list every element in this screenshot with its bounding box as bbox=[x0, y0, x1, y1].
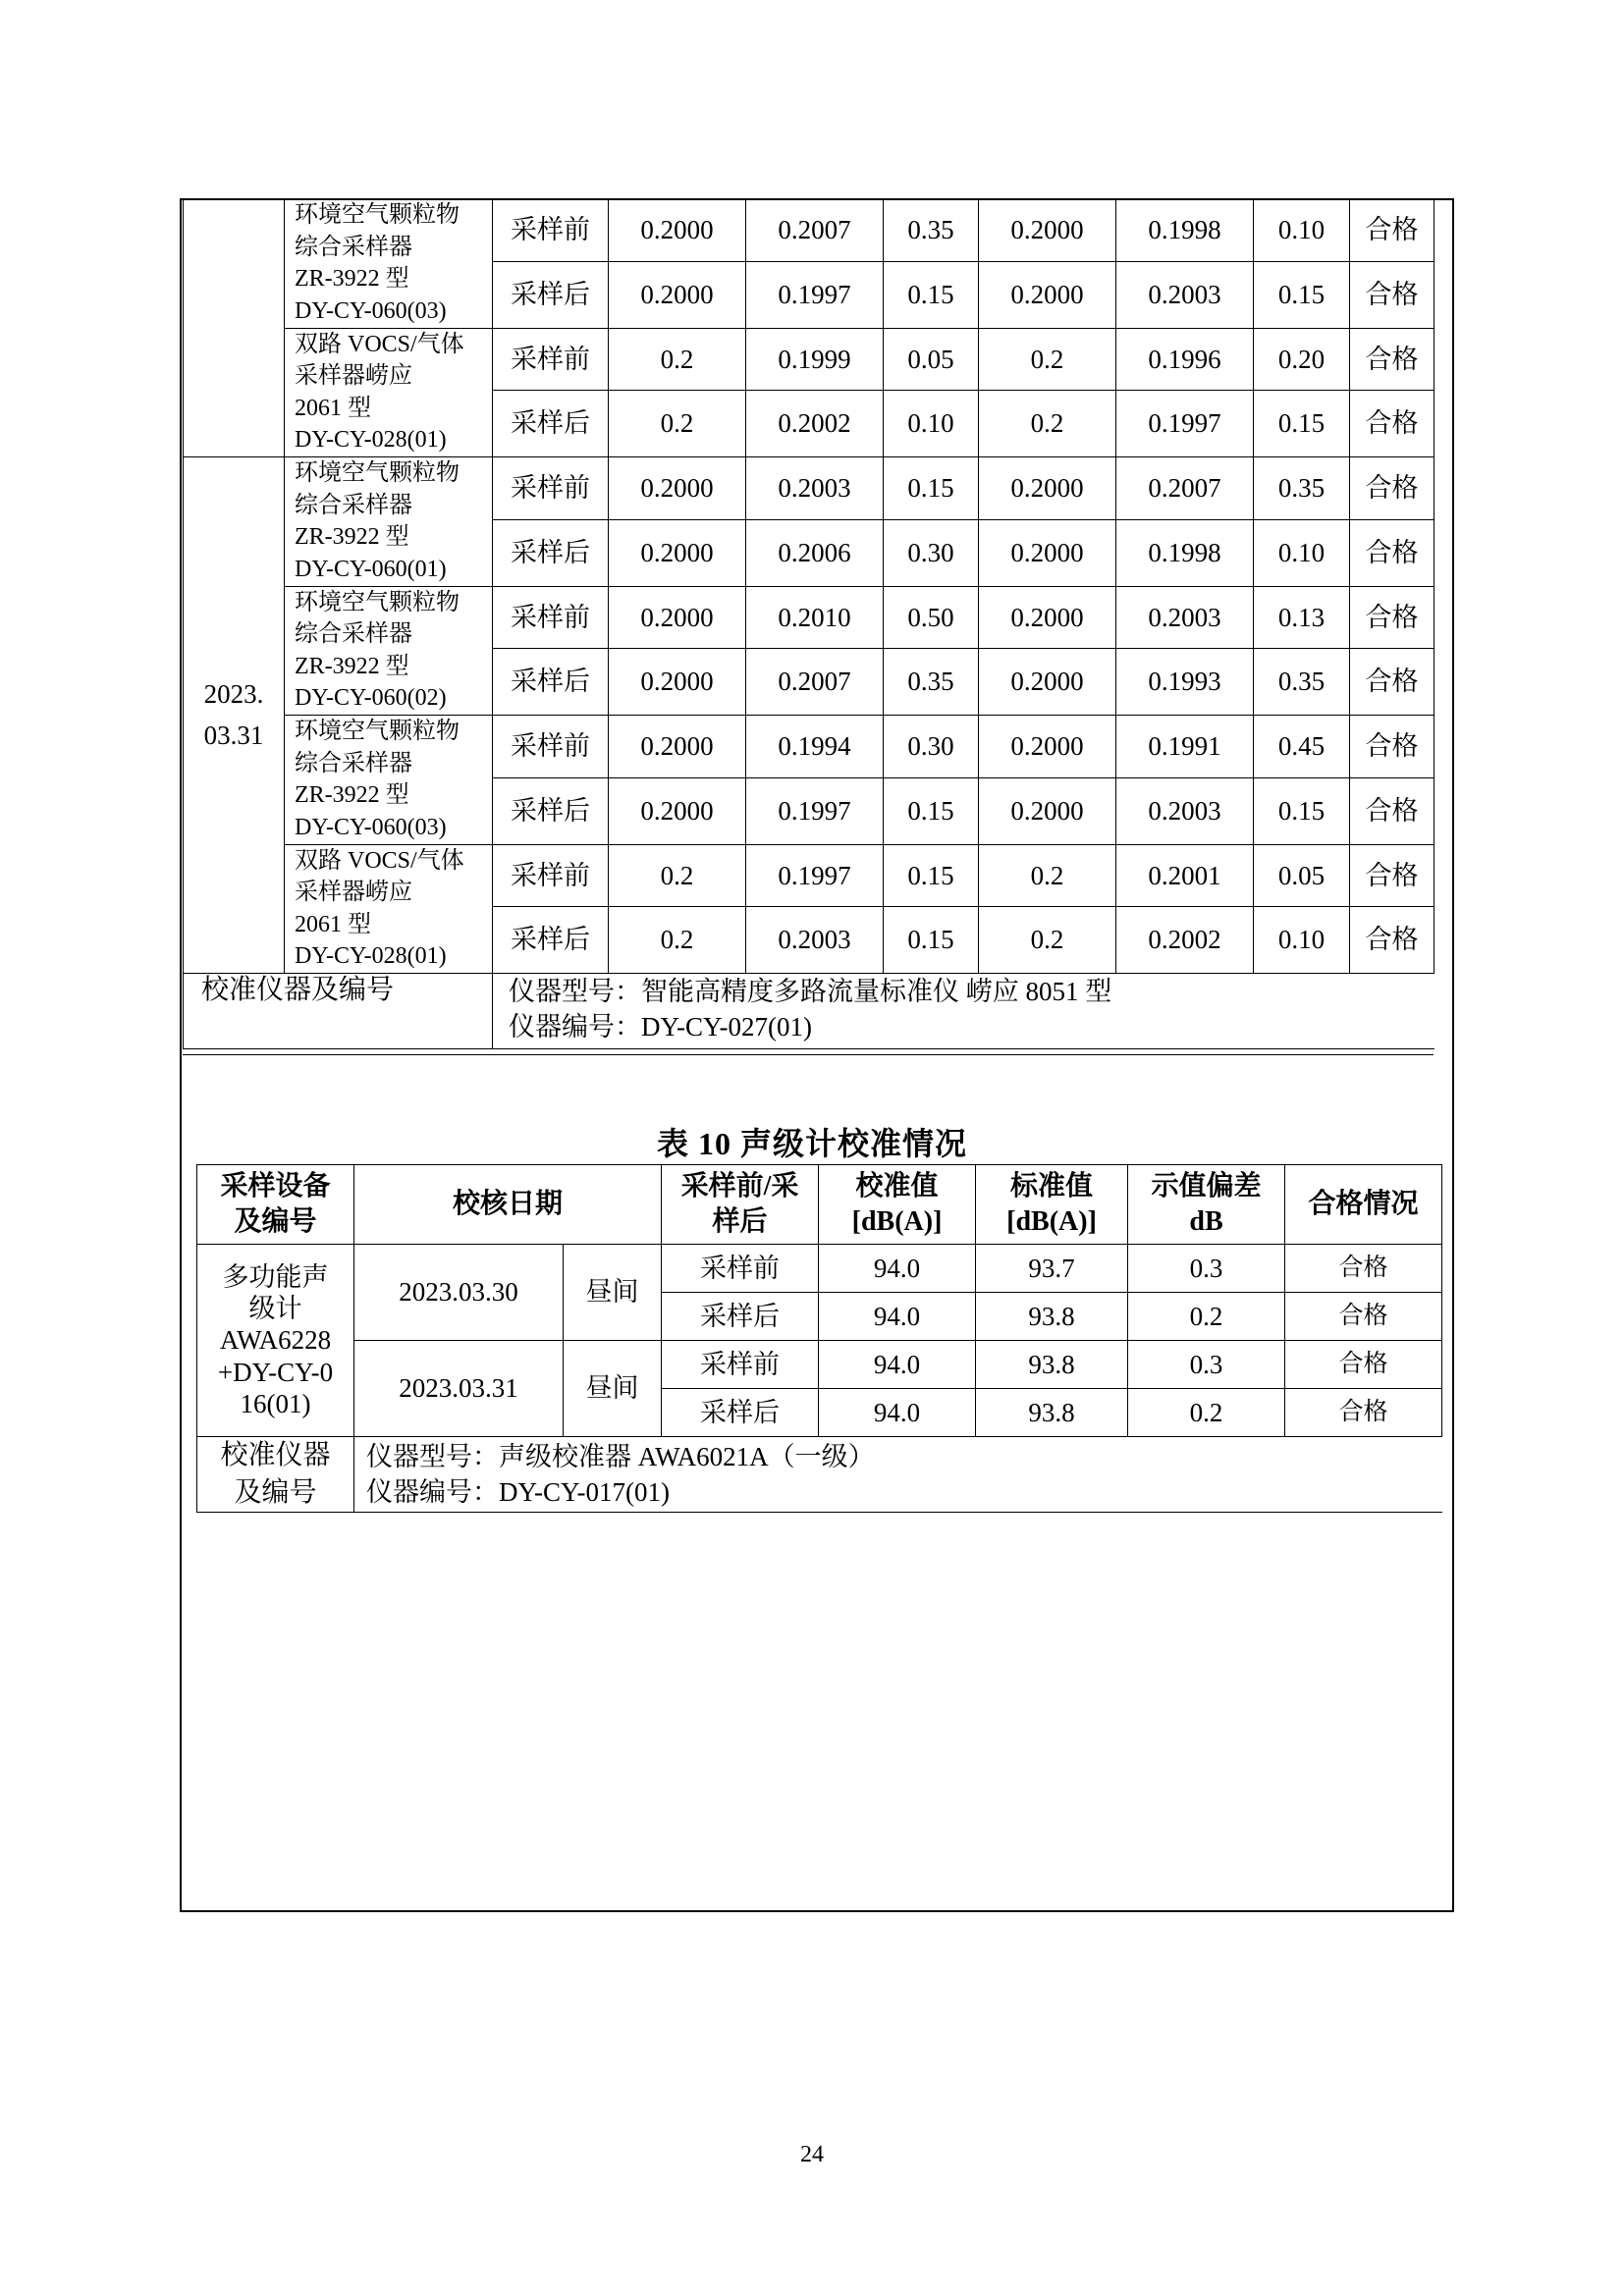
value-cell: 0.2000 bbox=[979, 716, 1116, 778]
footer-info bbox=[354, 1437, 1442, 1513]
pass-cell: 合格 bbox=[1350, 199, 1435, 262]
cell-line: +DY-CY-0 bbox=[217, 1357, 334, 1387]
phase-cell: 采样后 bbox=[493, 391, 609, 457]
pass-cell: 合格 bbox=[1285, 1341, 1442, 1389]
phase-cell: 采样后 bbox=[493, 777, 609, 844]
value-cell: 0.15 bbox=[1254, 777, 1350, 844]
table-row bbox=[184, 199, 1435, 262]
value-cell: 0.3 bbox=[1128, 1245, 1285, 1293]
instrument-cell bbox=[285, 199, 493, 329]
phase-cell: 采样前 bbox=[662, 1245, 819, 1293]
value-cell: 94.0 bbox=[819, 1389, 976, 1437]
value-cell: 0.2 bbox=[609, 391, 746, 457]
instrument-cell bbox=[285, 328, 493, 457]
value-cell: 0.2000 bbox=[979, 777, 1116, 844]
value-cell: 0.15 bbox=[1254, 391, 1350, 457]
cell-line: DY-CY-060(03) bbox=[295, 297, 447, 324]
value-cell: 0.2 bbox=[609, 844, 746, 907]
value-cell: 94.0 bbox=[819, 1341, 976, 1389]
value-cell: 0.2 bbox=[979, 328, 1116, 391]
instrument-cell bbox=[285, 844, 493, 974]
value-cell: 0.15 bbox=[884, 777, 979, 844]
cell-line: 示值偏差 bbox=[1151, 1170, 1262, 1201]
value-cell: 0.1998 bbox=[1116, 199, 1254, 262]
sound-level-calibration-table bbox=[196, 1164, 1442, 1513]
value-cell: 94.0 bbox=[819, 1293, 976, 1341]
value-cell: 0.2001 bbox=[1116, 844, 1254, 907]
value-cell: 0.50 bbox=[884, 586, 979, 649]
cell-line: DY-CY-060(03) bbox=[295, 814, 447, 840]
phase-cell: 采样前 bbox=[493, 586, 609, 649]
value-cell: 0.35 bbox=[884, 199, 979, 262]
cell-line: ZR-3922 型 bbox=[295, 266, 409, 293]
value-cell: 0.2002 bbox=[746, 391, 884, 457]
value-cell: 0.1997 bbox=[746, 844, 884, 907]
table-row bbox=[197, 1341, 1442, 1389]
period-cell: 昼间 bbox=[564, 1245, 662, 1341]
flow-calibration-table bbox=[183, 198, 1435, 1049]
instrument-cell bbox=[285, 457, 493, 587]
cell-line: 综合采样器 bbox=[295, 492, 412, 518]
cell-line: 及编号 bbox=[234, 1206, 317, 1237]
value-cell: 0.2007 bbox=[746, 649, 884, 716]
value-cell: 0.1997 bbox=[746, 777, 884, 844]
header-deviation bbox=[1128, 1165, 1285, 1245]
value-cell: 0.2003 bbox=[1116, 586, 1254, 649]
value-cell: 0.2000 bbox=[979, 261, 1116, 328]
pass-cell: 合格 bbox=[1350, 844, 1435, 907]
footer-info bbox=[493, 974, 1435, 1049]
phase-cell: 采样后 bbox=[493, 907, 609, 974]
value-cell: 0.2 bbox=[1128, 1293, 1285, 1341]
value-cell: 0.35 bbox=[884, 649, 979, 716]
cell-line: 样后 bbox=[712, 1206, 768, 1237]
value-cell: 0.10 bbox=[884, 391, 979, 457]
instrument-id: 仪器编号：DY-CY-027(01) bbox=[509, 1012, 812, 1042]
cell-line: 双路 VOCS/气体 bbox=[295, 331, 464, 357]
cell-line: 环境空气颗粒物 bbox=[295, 460, 460, 486]
value-cell: 0.1994 bbox=[746, 716, 884, 778]
value-cell: 0.10 bbox=[1254, 907, 1350, 974]
value-cell: 0.2003 bbox=[746, 907, 884, 974]
pass-cell: 合格 bbox=[1350, 777, 1435, 844]
date-cell bbox=[184, 457, 285, 974]
cell-line: 环境空气颗粒物 bbox=[295, 202, 460, 228]
pass-cell: 合格 bbox=[1350, 328, 1435, 391]
header-equipment bbox=[197, 1165, 354, 1245]
value-cell: 0.10 bbox=[1254, 519, 1350, 586]
cell-line: 2023. bbox=[203, 678, 264, 709]
cell-line: DY-CY-060(02) bbox=[295, 685, 447, 712]
cell-line: DY-CY-028(01) bbox=[295, 427, 447, 454]
pass-cell: 合格 bbox=[1350, 261, 1435, 328]
value-cell: 0.3 bbox=[1128, 1341, 1285, 1389]
value-cell: 0.30 bbox=[884, 519, 979, 586]
cell-line: 级计 bbox=[248, 1293, 302, 1323]
pass-cell: 合格 bbox=[1350, 586, 1435, 649]
equipment-cell bbox=[197, 1245, 354, 1437]
table-row bbox=[197, 1245, 1442, 1293]
value-cell: 0.2006 bbox=[746, 519, 884, 586]
cell-line: 采样前/采 bbox=[680, 1170, 799, 1201]
table-row bbox=[184, 457, 1435, 520]
header-row bbox=[197, 1165, 1442, 1245]
cell-line: 综合采样器 bbox=[295, 621, 412, 648]
value-cell: 0.15 bbox=[884, 907, 979, 974]
value-cell: 0.2000 bbox=[609, 716, 746, 778]
value-cell: 0.13 bbox=[1254, 586, 1350, 649]
value-cell: 0.05 bbox=[1254, 844, 1350, 907]
instrument-model: 仪器型号：智能高精度多路流量标准仪 崂应 8051 型 bbox=[509, 977, 1112, 1006]
phase-cell: 采样前 bbox=[493, 199, 609, 262]
table-divider bbox=[183, 1054, 1434, 1055]
cell-line: 03.31 bbox=[203, 720, 264, 750]
value-cell: 0.15 bbox=[1254, 261, 1350, 328]
cell-line: 综合采样器 bbox=[295, 750, 412, 776]
pass-cell: 合格 bbox=[1350, 649, 1435, 716]
value-cell: 0.15 bbox=[884, 457, 979, 520]
value-cell: 0.05 bbox=[884, 328, 979, 391]
value-cell: 0.20 bbox=[1254, 328, 1350, 391]
pass-cell: 合格 bbox=[1350, 907, 1435, 974]
value-cell: 0.1998 bbox=[1116, 519, 1254, 586]
phase-cell: 采样前 bbox=[493, 328, 609, 391]
table-row bbox=[184, 844, 1435, 907]
cell-line: DY-CY-060(01) bbox=[295, 556, 447, 582]
value-cell: 0.2000 bbox=[979, 586, 1116, 649]
cell-line: 校准仪器 bbox=[220, 1440, 331, 1471]
value-cell: 0.30 bbox=[884, 716, 979, 778]
value-cell: 0.2 bbox=[979, 844, 1116, 907]
value-cell: 0.2000 bbox=[609, 457, 746, 520]
pass-cell: 合格 bbox=[1285, 1389, 1442, 1437]
cell-line: 环境空气颗粒物 bbox=[295, 589, 460, 615]
cell-line: 及编号 bbox=[234, 1477, 317, 1508]
date-cell bbox=[184, 199, 285, 457]
table-row bbox=[184, 716, 1435, 778]
value-cell: 0.2000 bbox=[979, 457, 1116, 520]
phase-cell: 采样前 bbox=[493, 457, 609, 520]
value-cell: 0.2000 bbox=[979, 519, 1116, 586]
footer-row bbox=[184, 974, 1435, 1049]
phase-cell: 采样后 bbox=[493, 649, 609, 716]
cell-line: 标准值 bbox=[1010, 1170, 1094, 1201]
instrument-id: 仪器编号：DY-CY-017(01) bbox=[366, 1477, 670, 1507]
cell-line: 校准值 bbox=[855, 1170, 939, 1201]
value-cell: 93.8 bbox=[976, 1341, 1128, 1389]
cell-line: 综合采样器 bbox=[295, 234, 412, 260]
cell-line: dB bbox=[1189, 1206, 1223, 1237]
value-cell: 0.2007 bbox=[1116, 457, 1254, 520]
table-row bbox=[184, 328, 1435, 391]
value-cell: 0.2003 bbox=[746, 457, 884, 520]
pass-cell: 合格 bbox=[1350, 391, 1435, 457]
instrument-cell bbox=[285, 716, 493, 845]
value-cell: 0.2000 bbox=[609, 199, 746, 262]
value-cell: 0.2003 bbox=[1116, 261, 1254, 328]
value-cell: 0.2000 bbox=[979, 199, 1116, 262]
value-cell: 93.7 bbox=[976, 1245, 1128, 1293]
value-cell: 0.10 bbox=[1254, 199, 1350, 262]
pass-cell: 合格 bbox=[1350, 457, 1435, 520]
value-cell: 0.2000 bbox=[609, 261, 746, 328]
date-cell: 2023.03.31 bbox=[354, 1341, 564, 1437]
footer-row bbox=[197, 1437, 1442, 1513]
cell-line: 采样器崂应 bbox=[295, 880, 412, 906]
header-pass: 合格情况 bbox=[1285, 1165, 1442, 1245]
value-cell: 93.8 bbox=[976, 1389, 1128, 1437]
value-cell: 0.35 bbox=[1254, 457, 1350, 520]
cell-line: ZR-3922 型 bbox=[295, 653, 409, 679]
period-cell: 昼间 bbox=[564, 1341, 662, 1437]
cell-line: 环境空气颗粒物 bbox=[295, 719, 460, 744]
cell-line: 采样设备 bbox=[220, 1170, 331, 1201]
phase-cell: 采样前 bbox=[662, 1341, 819, 1389]
cell-line: 2061 型 bbox=[295, 395, 371, 421]
value-cell: 0.1999 bbox=[746, 328, 884, 391]
cell-line: ZR-3922 型 bbox=[295, 782, 409, 809]
phase-cell: 采样后 bbox=[493, 261, 609, 328]
value-cell: 0.2000 bbox=[979, 649, 1116, 716]
value-cell: 0.2000 bbox=[609, 519, 746, 586]
value-cell: 0.15 bbox=[884, 261, 979, 328]
cell-line: [dB(A)] bbox=[1006, 1206, 1097, 1237]
phase-cell: 采样后 bbox=[662, 1389, 819, 1437]
value-cell: 0.45 bbox=[1254, 716, 1350, 778]
footer-label bbox=[197, 1437, 354, 1513]
value-cell: 0.2 bbox=[609, 328, 746, 391]
cell-line: 16(01) bbox=[240, 1389, 311, 1419]
value-cell: 93.8 bbox=[976, 1293, 1128, 1341]
date-cell: 2023.03.30 bbox=[354, 1245, 564, 1341]
pass-cell: 合格 bbox=[1350, 716, 1435, 778]
value-cell: 94.0 bbox=[819, 1245, 976, 1293]
value-cell: 0.2000 bbox=[609, 586, 746, 649]
cell-line: [dB(A)] bbox=[851, 1206, 943, 1237]
value-cell: 0.2000 bbox=[609, 777, 746, 844]
cell-line: DY-CY-028(01) bbox=[295, 943, 447, 970]
header-standard bbox=[976, 1165, 1128, 1245]
value-cell: 0.2000 bbox=[609, 649, 746, 716]
value-cell: 0.2 bbox=[979, 391, 1116, 457]
footer-label: 校准仪器及编号 bbox=[184, 974, 493, 1049]
value-cell: 0.2007 bbox=[746, 199, 884, 262]
pass-cell: 合格 bbox=[1350, 519, 1435, 586]
pass-cell: 合格 bbox=[1285, 1245, 1442, 1293]
cell-line: ZR-3922 型 bbox=[295, 524, 409, 551]
value-cell: 0.1991 bbox=[1116, 716, 1254, 778]
value-cell: 0.2003 bbox=[1116, 777, 1254, 844]
value-cell: 0.2010 bbox=[746, 586, 884, 649]
header-phase bbox=[662, 1165, 819, 1245]
value-cell: 0.2002 bbox=[1116, 907, 1254, 974]
value-cell: 0.2 bbox=[1128, 1389, 1285, 1437]
cell-line: 采样器崂应 bbox=[295, 363, 412, 390]
instrument-model: 仪器型号：声级校准器 AWA6021A（一级） bbox=[366, 1441, 875, 1471]
phase-cell: 采样前 bbox=[493, 716, 609, 778]
value-cell: 0.1993 bbox=[1116, 649, 1254, 716]
value-cell: 0.2 bbox=[609, 907, 746, 974]
table-row bbox=[184, 586, 1435, 649]
header-calibrated bbox=[819, 1165, 976, 1245]
value-cell: 0.2 bbox=[979, 907, 1116, 974]
value-cell: 0.1997 bbox=[746, 261, 884, 328]
table-10-title: 表 10 声级计校准情况 bbox=[656, 1126, 967, 1161]
cell-line: 2061 型 bbox=[295, 911, 371, 937]
page-number: 24 bbox=[800, 2142, 824, 2167]
phase-cell: 采样后 bbox=[493, 519, 609, 586]
phase-cell: 采样后 bbox=[662, 1293, 819, 1341]
cell-line: AWA6228 bbox=[219, 1325, 332, 1356]
value-cell: 0.15 bbox=[884, 844, 979, 907]
value-cell: 0.1996 bbox=[1116, 328, 1254, 391]
header-date: 校核日期 bbox=[354, 1165, 662, 1245]
instrument-cell bbox=[285, 586, 493, 716]
value-cell: 0.35 bbox=[1254, 649, 1350, 716]
pass-cell: 合格 bbox=[1285, 1293, 1442, 1341]
cell-line: 双路 VOCS/气体 bbox=[295, 847, 464, 874]
value-cell: 0.1997 bbox=[1116, 391, 1254, 457]
phase-cell: 采样前 bbox=[493, 844, 609, 907]
cell-line: 多功能声 bbox=[222, 1261, 329, 1292]
